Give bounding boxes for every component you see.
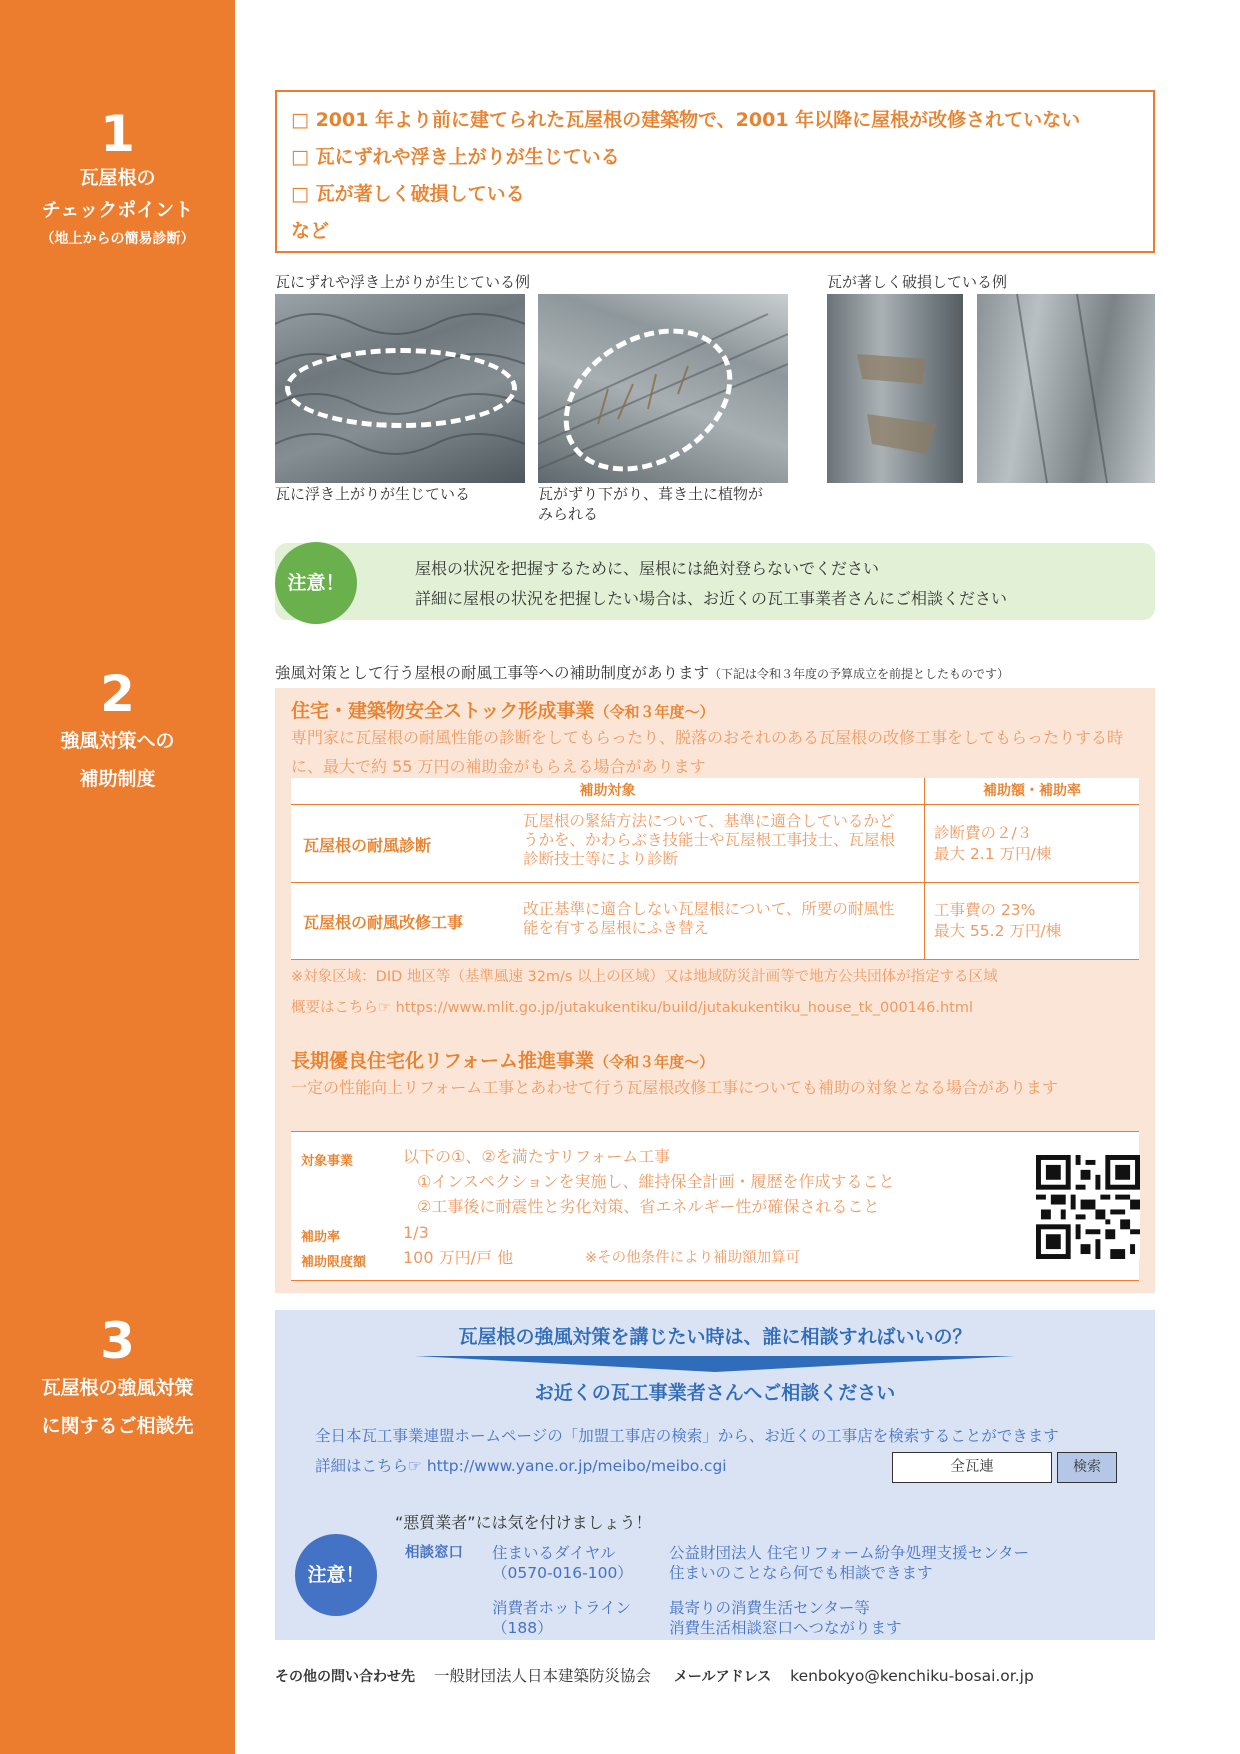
table-row-amount [934,823,1051,865]
down-arrow-icon [415,1356,1015,1372]
table-header-target: 補助対象 [291,778,924,804]
sidebar [0,0,235,1754]
caution-box-roof [275,543,1155,620]
window-phone: （0570-016-100） [492,1564,633,1582]
section-title: 強風対策への [60,730,175,752]
caution-text: 屋根の状況を把握するために、屋根には絶対登らないでください [415,559,880,578]
section-2-label [0,666,235,798]
consult-link[interactable]: 詳細はこちら☞ http://www.yane.or.jp/meibo/meibo.cgi [315,1457,727,1475]
consult-box [275,1310,1155,1640]
limit-value: 100 万円/戸 他 [403,1248,514,1267]
checklist-item: □ 2001 年より前に建てられた瓦屋根の建築物で、2001 年以降に屋根が改修されていない [291,109,1081,131]
window-desc: 消費生活相談窓口へつながります [669,1619,902,1637]
amount-rate: 工事費の 23% [934,901,1036,919]
table-header-amount: 補助額・補助率 [925,778,1139,804]
table-row-amount [934,900,1061,942]
footer-org: 一般財団法人日本建築防災協会 [433,1667,651,1685]
amount-max: 最大 55.2 万円/棟 [934,922,1062,940]
rate-value: 1/3 [403,1223,429,1242]
caution-lines [415,554,1007,614]
footer-label: メールアドレス [673,1669,772,1685]
program-title-text: 長期優良住宅化リフォーム推進事業 [291,1050,595,1072]
subsidy-intro [275,662,1155,685]
program-title-note: （令和３年度～） [594,1053,715,1071]
search-input[interactable]: 全瓦連 [892,1452,1052,1483]
photo-caption: 瓦がずり下がり、葺き土に植物が [538,485,764,503]
checklist-item: □ 瓦にずれや浮き上がりが生じている [291,146,620,168]
roof-photo-broken-1 [827,294,963,483]
subsidy-intro-note: （下記は令和３年度の予算成立を前提としたものです） [709,667,1010,681]
subsidy-table [291,778,1139,960]
target-condition: ①インスペクションを実施し、維持保全計画・履歴を作成すること [417,1172,895,1191]
reform-details [291,1131,1139,1281]
label-limit: 補助限度額 [301,1255,367,1270]
target-text: 以下の①、②を満たすリフォーム工事 [403,1147,671,1166]
table-row-name: 瓦屋根の耐風改修工事 [303,913,464,932]
subsidy-box [275,688,1155,1293]
photo-heading-shifted: 瓦にずれや浮き上がりが生じている例 [275,273,531,291]
amount-max: 最大 2.1 万円/棟 [934,845,1052,863]
highlight-ellipse [285,348,517,428]
program-title [291,696,714,723]
window-name: 住まいるダイヤル [492,1544,616,1562]
amount-rate: 診断費の２/３ [934,824,1033,842]
window-name: 消費者ホットライン [492,1599,632,1617]
label-rate: 補助率 [301,1230,341,1245]
search-button[interactable]: 検索 [1057,1452,1117,1483]
limit-note: ※その他条件により補助額加算可 [585,1250,801,1266]
photo-caption: 瓦に浮き上がりが生じている [275,485,471,503]
section-number: 2 [100,665,135,723]
section-subtitle: （地上からの簡易診断） [40,231,195,247]
program-title-note: （令和３年度～） [594,703,715,721]
checklist-item: □ 瓦が著しく破損している [291,183,525,205]
section-number: 1 [100,105,135,163]
section-3-label [0,1313,235,1445]
qr-code[interactable] [1036,1155,1140,1259]
section-1-label [0,106,235,252]
consult-desc: 全日本瓦工事業連盟ホームページの「加盟工事店の検索」から、お近くの工事店を検索することができます [315,1427,1059,1445]
section-title: 瓦屋根の [79,167,156,189]
program-title-text: 住宅・建築物安全ストック形成事業 [291,700,595,722]
caution-badge: 注意！ [295,1534,377,1616]
footer-label: その他の問い合わせ先 [275,1669,415,1685]
table-row-desc: 瓦屋根の緊結方法について、基準に適合しているかどうかを、かわらぶき技能士や瓦屋根工事技士、瓦屋根診断技士等により診断 [523,812,896,868]
consult-window-label: 相談窓口 [405,1545,463,1561]
footer [275,1664,1155,1686]
section-title: 瓦屋根の強風対策 [41,1377,194,1399]
label-target: 対象事業 [301,1154,354,1169]
photo-caption: みられる [538,505,599,523]
section-number: 3 [100,1312,135,1370]
roof-tiles-illustration [977,294,1155,483]
checklist-box [275,90,1155,253]
table-row-name: 瓦屋根の耐風診断 [303,836,432,855]
section-title: に関するご相談先 [41,1415,194,1437]
roof-tiles-illustration [827,294,963,483]
window-org: 最寄りの消費生活センター等 [669,1599,870,1617]
photo-heading-damaged: 瓦が著しく破損している例 [827,273,1008,291]
checklist-etc: など [291,220,330,242]
program-desc: 専門家に瓦屋根の耐風性能の診断をしてもらったり、脱落のおそれのある瓦屋根の改修工事をしてもらったりする時に、最大で約 55 万円の補助金がもらえる場合があります [291,728,1124,776]
section-title: チェックポイント [41,199,194,221]
consult-question: 瓦屋根の強風対策を講じたい時は、誰に相談すればいいの？ [458,1326,972,1348]
overview-link[interactable]: 概要はこちら☞ https://www.mlit.go.jp/jutakukentiku/build/jutakukentiku_house_tk_000146.html [291,1000,973,1016]
program-title [291,1046,714,1073]
warning-heading: “悪質業者”には気を付けましょう！ [395,1513,652,1532]
window-desc: 住まいのことなら何でも相談できます [669,1564,933,1582]
roof-photo-broken-2 [977,294,1155,483]
caution-badge: 注意！ [275,542,357,624]
roof-photo-lifted [275,294,525,483]
roof-photo-slipped [538,294,788,483]
footer-email[interactable]: kenbokyo@kenchiku-bosai.or.jp [790,1667,1034,1685]
section-title: 補助制度 [79,768,156,790]
window-phone: （188） [492,1619,553,1637]
consult-answer: お近くの瓦工事業者さんへご相談ください [534,1382,896,1404]
caution-text: 詳細に屋根の状況を把握したい場合は、お近くの瓦工事業者さんにご相談ください [415,589,1008,608]
table-row-desc: 改正基準に適合しない瓦屋根について、所要の耐風性能を有する屋根にふき替え [523,900,895,937]
target-condition: ②工事後に耐震性と劣化対策、省エネルギー性が確保されること [417,1197,880,1216]
window-org: 公益財団法人 住宅リフォーム紛争処理支援センター [669,1544,1030,1562]
subsidy-intro-text: 強風対策として行う屋根の耐風工事等への補助制度があります [275,664,710,682]
program-desc: 一定の性能向上リフォーム工事とあわせて行う瓦屋根改修工事についても補助の対象となる場合があります [291,1078,1058,1097]
area-note: ※対象区域：DID 地区等（基準風速 32m/s 以上の区域）又は地域防災計画等で地方公共団体が指定する区域 [291,969,998,985]
